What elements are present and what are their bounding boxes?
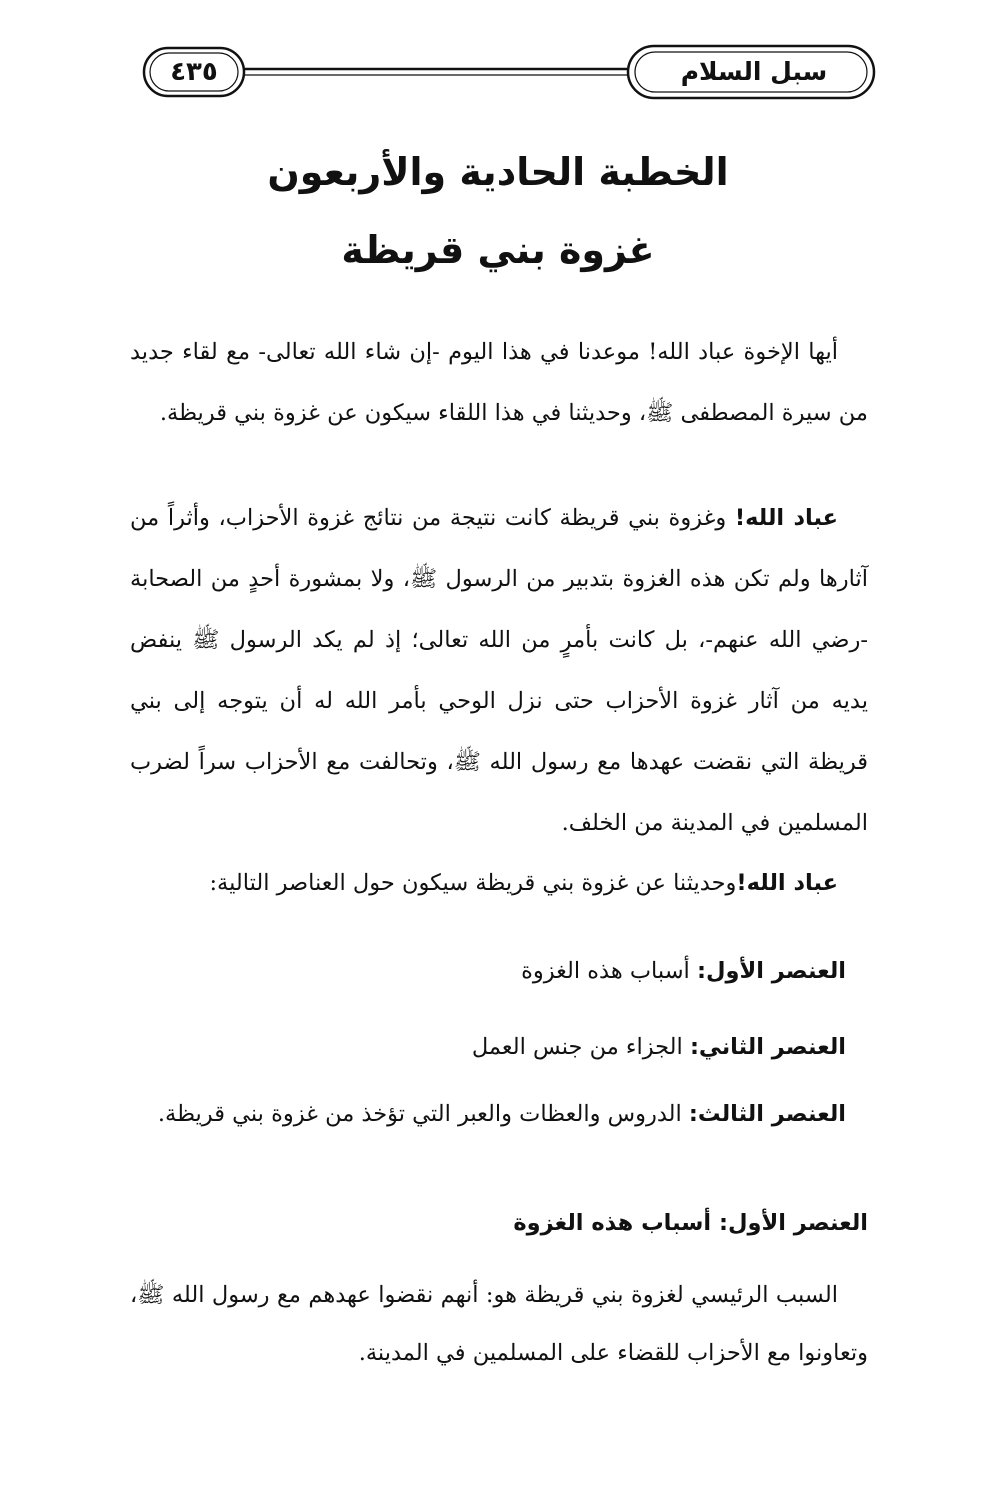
outline-item-label: العنصر الثاني: bbox=[689, 1034, 846, 1060]
paragraph-intro bbox=[130, 322, 868, 444]
paragraph-outline-text bbox=[130, 863, 868, 903]
paragraph-background-text bbox=[130, 488, 868, 854]
sermon-title: الخطبة الحادية والأربعون bbox=[267, 150, 729, 194]
outline-item-text: الجزاء من جنس العمل bbox=[471, 1034, 690, 1060]
running-title: سبل السلام bbox=[680, 57, 828, 86]
running-header bbox=[138, 40, 878, 108]
address-phrase: عباد الله! bbox=[734, 505, 838, 531]
paragraph-background bbox=[130, 488, 868, 854]
section-heading: العنصر الأول: أسباب هذه الغزوة bbox=[513, 1210, 868, 1236]
outline-item bbox=[130, 1085, 868, 1143]
page-number: ٤٣٥ bbox=[170, 57, 218, 87]
paragraph-background-body: وغزوة بني قريظة كانت نتيجة من نتائج غزوة الأحزاب، وأثراً من آثارها ولم تكن هذه الغزوة بتدبير من الرسول ﷺ، ولا بمشورة أحدٍ من الصحابة -رضي الله عنهم-، بل كانت بأمرٍ من الله تعالى؛ إذ لم يكد الرسول ﷺ ينفض يديه من آثار غزوة الأحزاب حتى نزل الوحي بأمر الله له أن يتوجه إلى بني قريظة التي نقضت عهدها مع رسول الله ﷺ، وتحالفت مع الأحزاب سراً لضرب المسلمين في المدينة من الخلف. bbox=[130, 505, 868, 836]
outline-item-label: العنصر الأول: bbox=[696, 958, 846, 984]
outline-item bbox=[130, 942, 868, 1000]
paragraph-cause-text: السبب الرئيسي لغزوة بني قريظة هو: أنهم نقضوا عهدهم مع رسول الله ﷺ، وتعاونوا مع الأحزاب للقضاء على المسلمين في المدينة. bbox=[130, 1282, 868, 1366]
paragraph-outline bbox=[130, 863, 868, 903]
sermon-subject: غزوة بني قريظة bbox=[341, 228, 655, 272]
outline-item-text: أسباب هذه الغزوة bbox=[521, 958, 697, 984]
outline-item-text: الدروس والعظات والعبر التي تؤخذ من غزوة بني قريظة. bbox=[157, 1101, 689, 1127]
paragraph-outline-body: وحديثنا عن غزوة بني قريظة سيكون حول العناصر التالية: bbox=[209, 870, 737, 896]
address-phrase: عباد الله! bbox=[736, 870, 838, 896]
outline-item bbox=[130, 1018, 868, 1076]
paragraph-cause bbox=[130, 1266, 868, 1382]
paragraph-intro-text: أيها الإخوة عباد الله! موعدنا في هذا اليوم -إن شاء الله تعالى- مع لقاء جديد من سيرة المصطفى ﷺ، وحديثنا في هذا اللقاء سيكون عن غزوة بني قريظة. bbox=[130, 339, 868, 426]
outline-item-label: العنصر الثالث: bbox=[688, 1101, 846, 1127]
